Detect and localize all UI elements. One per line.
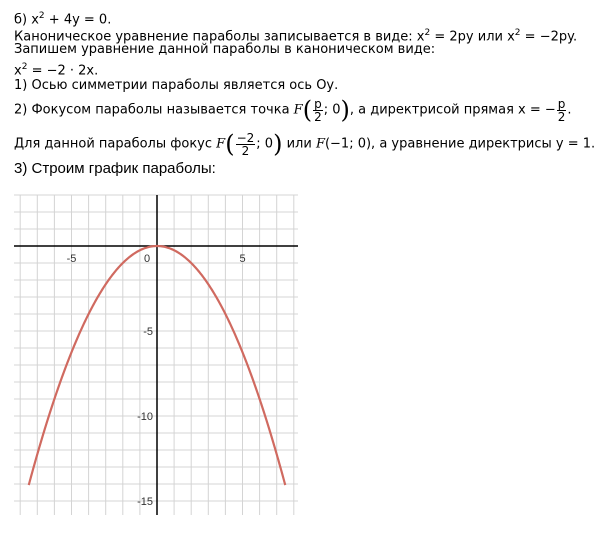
chart-grid <box>14 195 298 515</box>
line2-sup2: 2 <box>514 28 521 38</box>
line7-a: Для данной параболы фокус <box>14 136 217 152</box>
frac-den: 2 <box>314 109 322 124</box>
line4-b: = −2 · 2x. <box>27 63 99 79</box>
focus-value-line: Для данной параболы фокус F( $\frac{-2}{2}$ ; 0) или F(−1; 0), а уравнение директрисы y = 1. <box>14 130 596 158</box>
focus-definition-line: 2) Фокусом параболы называется точка F( $\frac{p}{2}$ ; 0), а директрисой прямая x = − $\frac{p}{2}$ . <box>14 96 572 124</box>
chart-tick-labels <box>67 253 246 508</box>
line1-prefix: б) x <box>14 12 39 28</box>
line2-c: = −2py. <box>520 29 578 45</box>
x-tick-label: 5 <box>239 253 246 265</box>
line1-rest: + 4y = 0. <box>44 12 112 28</box>
frac-num-3: −2 <box>236 130 255 145</box>
line7-c: (−1; 0), а уравнение директрисы y = 1. <box>324 136 596 152</box>
line4-a: x <box>14 63 22 79</box>
frac-num-2: p <box>557 96 566 111</box>
line1-sup: 2 <box>38 11 45 21</box>
line6-a: 2) Фокусом параболы называется точка <box>14 102 294 118</box>
x-tick-label: -5 <box>66 253 77 265</box>
line3: Запишем уравнение данной параболы в каноническом виде: <box>14 42 436 57</box>
frac-num: p <box>314 96 322 111</box>
frac-den-3: 2 <box>241 143 250 158</box>
line7-F: F <box>216 136 226 152</box>
line2-sup1: 2 <box>424 28 431 38</box>
y-tick-label: -10 <box>137 411 153 423</box>
line7-tail: ; 0 <box>256 136 274 152</box>
line6-end: . <box>567 102 572 118</box>
y-tick-label: -15 <box>137 496 153 508</box>
line6-tail: ; 0 <box>323 102 341 118</box>
x-tick-label: 0 <box>143 253 151 265</box>
line6-b: , а директрисой прямая x = − <box>349 102 556 118</box>
line2-b: = 2py или x <box>430 29 515 45</box>
line6-F: F <box>293 102 303 118</box>
line2-a: Каноническое уравнение параболы записывается в виде: x <box>14 29 425 45</box>
y-tick-label: -5 <box>143 326 153 338</box>
line5: 1) Осью симметрии параболы является ось Оу. <box>14 78 339 93</box>
frac-den-2: 2 <box>557 109 566 124</box>
line7-F2: F <box>315 136 325 152</box>
line7-b: или <box>282 136 316 152</box>
graph-heading: 3) Строим график параболы: <box>14 160 216 177</box>
line4-sup: 2 <box>21 62 28 72</box>
